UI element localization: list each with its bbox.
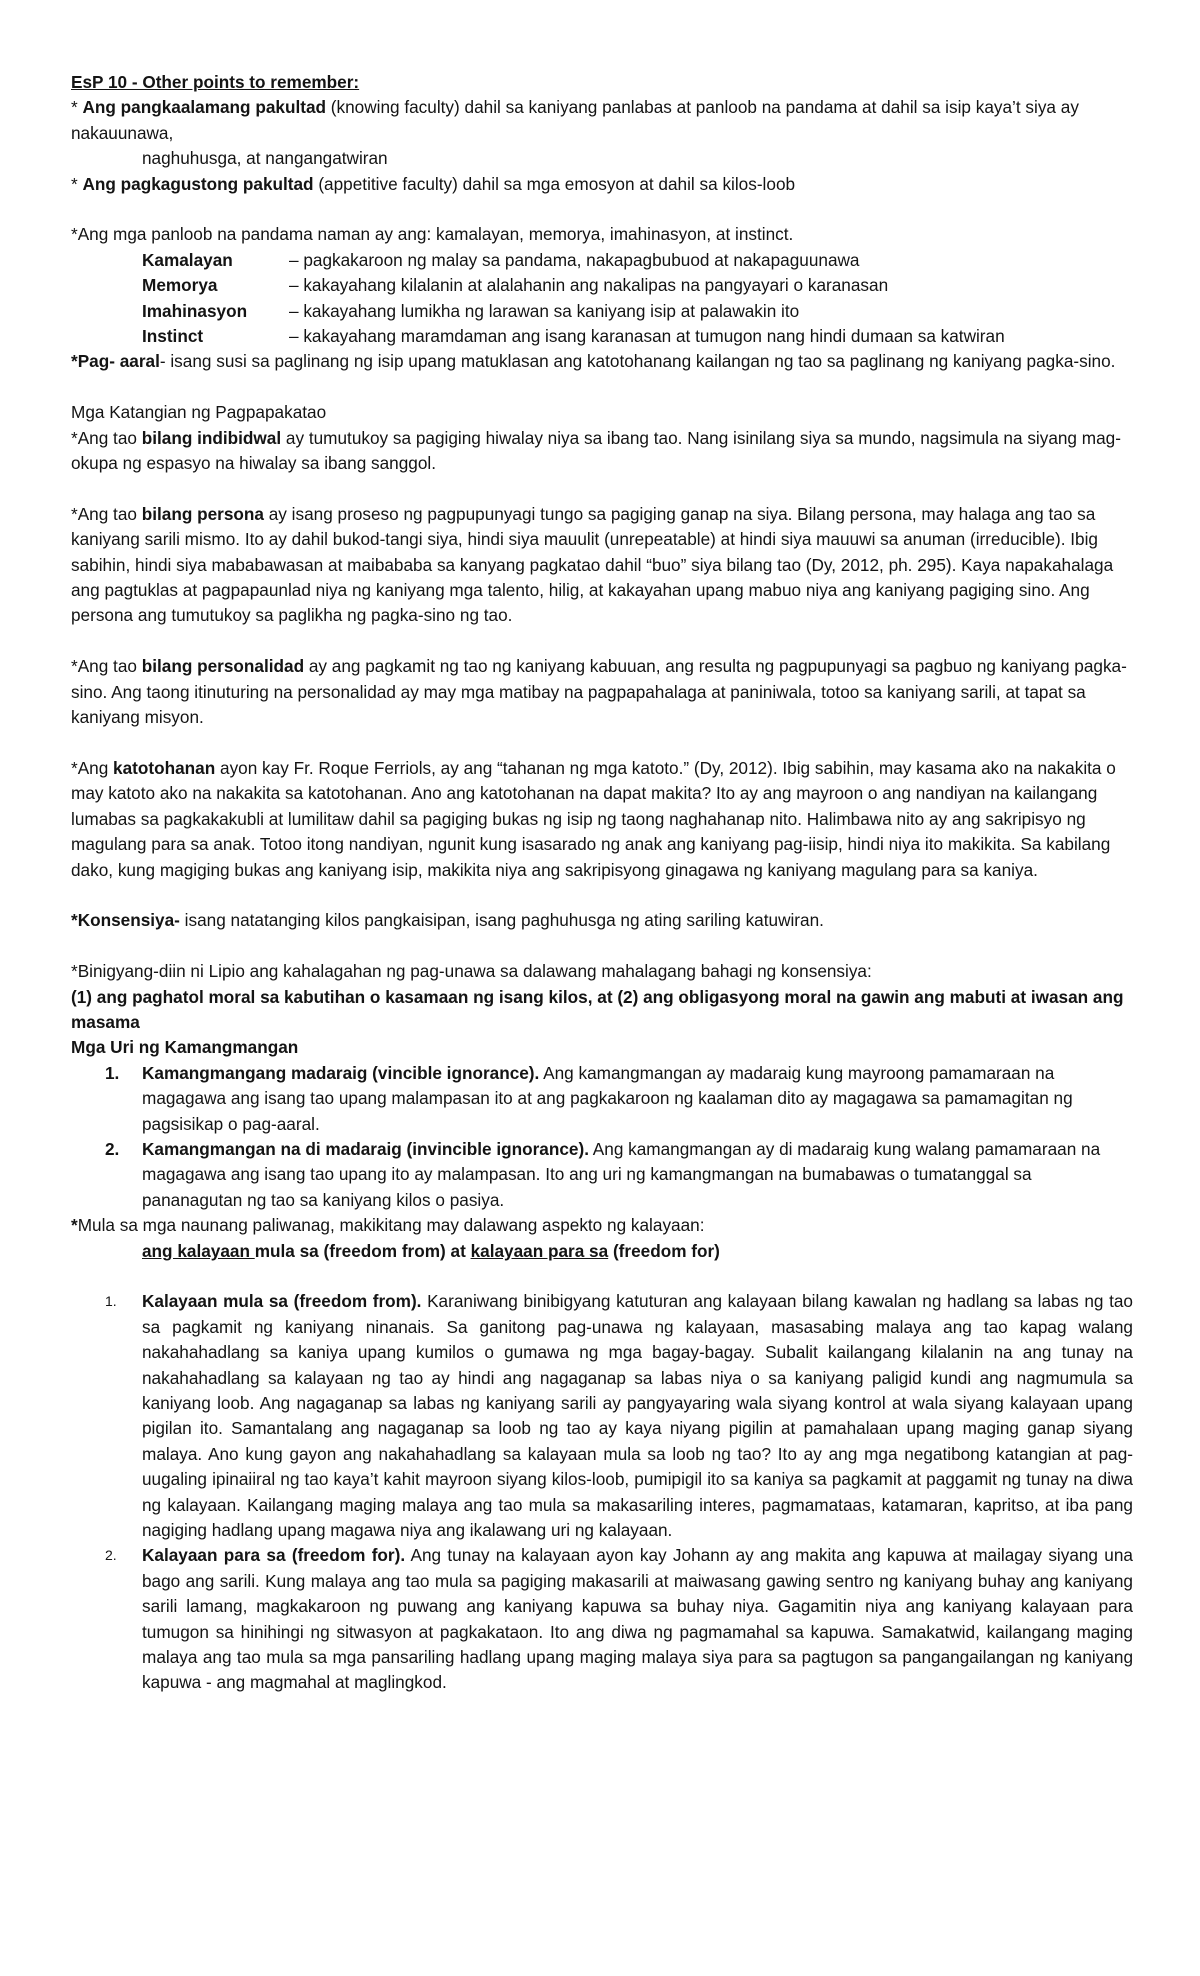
personalidad-text: ay ang pagkamit ng tao ng kaniyang kabuuan, ang resulta ng pagpupunyagi sa pagbuo ng kaniyang pagka-sino. Ang taong itinuturing na personalidad ay may mga matibay na pagpapahalaga at paniniwala, totoo sa kaniyang sarili, at tapat sa kaniyang misyon. [71,656,1127,728]
persona-text: ay isang proseso ng pagpupunyagi tungo sa pagiging ganap na siya. Bilang persona, may halaga ang tao sa kaniyang sarili mismo. Ito ay dahil bukod-tangi siya, hindi siya mauulit (unrepeatable) at hindi siya mauuwi sa anuman (irreducible). Ibig sabihin, hindi siya mababawasan at maibababa sa kanyang pagkatao dahil “buo” siya bilang tao (Dy, 2012, ph. 295). Kaya napakahalaga ang pagtuklas at pagpapaunlad niya ng kaniyang mga talento, hilig, at kakayahan upang mabuo niya ang kaniyang pagiging sino. Ang persona ang tumutukoy sa paglikha ng pagka-sino ng tao. [71,503,1114,626]
list-item-term: Kalayaan para sa (freedom for). [142,1545,406,1566]
katangian-heading: Mga Katangian ng Pagpapakatao [71,402,327,423]
list-item [71,1061,1133,1137]
definition-row [71,324,1133,349]
list-item-text: Ang tunay na kalayaan ayon kay Johann ay ang makita ang kapuwa at mailagay siyang una bago ang sarili. Kung malaya ang tao mula sa pagiging makasarili at maiwasang gawing sentro ng kaniyang buhay ang kaniyang sarili lamang, magkakaroon ng puwang ang kaniyang kapuwa sa buhay niya. Gagamitin niya ang kaniyang kalayaan para tumugon sa hinihingi ng sitwasyon at pagkakataon. Ito ang diwa ng pagmamahal sa kapuwa. Samakatwid, kailangang maging malaya ang tao mula sa mga pansariling hadlang upang maging malaya siya para sa pagtugon sa pangangailangan ng kaniyang kapuwa - ang magmahal at maglingkod. [142,1545,1133,1693]
pagaaral-text: - isang susi sa paglinang ng isip upang matuklasan ang katotohanang kailangan ng tao sa paglinang ng kaniyang pagka-sino. [159,351,1116,372]
kalayaan-intro-text: Mula sa mga naunang paliwanag, makikitang may dalawang aspekto ng kalayaan: [77,1215,705,1236]
appetitive-faculty-line: * Ang pagkagustong pakultad (appetitive faculty) dahil sa mga emosyon at dahil sa kilos-loob [71,173,796,194]
kamangmangan-heading: Mga Uri ng Kamangmangan [71,1037,299,1058]
list-number: 2. [105,1138,120,1159]
list-item-text: Ang kamangmangan ay di madaraig kung walang pamamaraan na magagawa ang isang tao upang ito ay malampasan. Ito ang uri ng kamangmangan na bumabawas o tumatanggal sa pananagutan ng tao sa kaniyang kilos o pasiya. [142,1138,1101,1210]
list-number: 2. [105,1547,117,1564]
kalayaan-list [71,1289,1133,1696]
aspect-text: mula sa (freedom from) at [254,1240,471,1261]
definition-term: Instinct [142,326,204,347]
list-item-term: Kamangmangan na di madaraig (invincible ignorance). [142,1138,589,1159]
prefix-text: *Ang tao [71,503,142,524]
appetitive-faculty-term: Ang pagkagustong pakultad [82,173,314,194]
knowing-faculty-continuation: naghuhusga, at nangangatwiran [142,148,388,169]
definition-desc: – kakayahang lumikha ng larawan sa kaniyang isip at palawakin ito [289,300,800,321]
definition-row [71,299,1133,324]
spacer [71,1264,1133,1289]
lipio-intro: *Binigyang-diin ni Lipio ang kahalagahan ng pag-unawa sa dalawang mahalagang bahagi ng konsensiya: [71,961,872,982]
definition-term: Kamalayan [142,249,233,270]
page-title [71,70,1133,95]
spacer [71,883,1133,908]
spacer [71,629,1133,654]
prefix-text: *Ang tao [71,427,142,448]
knowing-faculty-text: (knowing faculty) dahil sa kaniyang panlabas at panloob na pandama at dahil sa isip kaya’t siya ay nakauunawa, [71,97,1079,143]
list-item-text: Ang kamangmangan ay madaraig kung mayroong pamamaraan na magagawa ang isang tao upang malampasan ito at ang pagkakaroon ng kaalaman dito ay magagawa sa pamamagitan ng pagsisikap o pag-aaral. [142,1062,1073,1134]
persona-paragraph [71,502,1133,629]
kalayaan-intro [71,1213,1133,1238]
konsensiya-paragraph [71,908,1133,933]
definition-term: Memorya [142,275,218,296]
pagaaral-paragraph [71,349,1133,374]
aspect-text: (freedom for) [608,1240,720,1261]
list-number: 1. [105,1062,120,1083]
prefix-text: *Ang tao [71,656,142,677]
spacer [71,197,1133,222]
spacer [71,934,1133,959]
persona-term: bilang persona [141,503,264,524]
definition-list [71,248,1133,350]
panloob-intro: *Ang mga panloob na pandama naman ay ang: kamalayan, memorya, imahinasyon, at instinct. [71,224,794,245]
konsensiya-term: *Konsensiya- [71,910,180,931]
kalayaan-aspects [71,1239,1133,1264]
list-number: 1. [105,1293,117,1310]
prefix-text: *Ang [71,757,114,778]
katotohanan-term: katotohanan [113,757,216,778]
list-item [71,1543,1133,1695]
definition-desc: – kakayahang maramdaman ang isang karanasan at tumugon nang hindi dumaan sa katwiran [289,326,1005,347]
spacer [71,731,1133,756]
appetitive-faculty-text: (appetitive faculty) dahil sa mga emosyon at dahil sa kilos-loob [313,173,796,194]
list-item-term: Kamangmangang madaraig (vincible ignorance). [142,1062,540,1083]
knowing-faculty-term: Ang pangkaalamang pakultad [82,97,327,118]
definition-row [71,248,1133,273]
list-item [71,1289,1133,1543]
personalidad-paragraph [71,654,1133,730]
pagaaral-term: *Pag- aaral [71,351,160,372]
title-text: EsP 10 - Other points to remember: [71,72,360,92]
spacer [71,476,1133,501]
katotohanan-text: ayon kay Fr. Roque Ferriols, ay ang “tahanan ng mga katoto.” (Dy, 2012). Ibig sabihin, may kasama ako na nakakita o may katoto ako na nakakita sa katotohanan. Ano ang katotohanan na dapat makita? Ito ay ang mayroon o ang nandiyan na kailangang lumabas sa pagkakakubli at lumilitaw dahil sa pagiging bukas ng isip ng taong naghahanap nito. Halimbawa nito ay ang sakripisyo ng magulang para sa anak. Totoo itong nandiyan, ngunit kung isasarado ng anak ang kaniyang pag-iisip, hindi niya ito makikita. Sa kabilang dako, kung magiging bukas ang kaniyang isip, makikita niya ang sakripisyong ginagawa ng kaniyang magulang para sa kaniya. [71,757,1116,880]
document-page [71,70,1133,1696]
indibidwal-term: bilang indibidwal [141,427,282,448]
list-item-text: Karaniwang binibigyang katuturan ang kalayaan bilang kawalan ng hadlang sa labas ng tao sa pagkamit ng kaniyang ninanais. Sa ganitong pag-unawa ng kalayaan, masasabing malaya ang tao kapag walang nakahahadlang sa kaniya upang kumilos o gumawa ng mga bagay-bagay. Subalit kailangang kilalanin na ang tunay na nakahahadlang sa kalayaan ng tao ay hindi ang nagaganap sa labas niya o sa kaniyang paligid kundi ang nagmumula sa kaniyang loob. Ang nagaganap sa labas ng kaniyang sarili ay pangyayaring wala siyang kontrol at wala siyang kalayaan upang pigilan ito. Samantalang ang nagaganap sa loob ng tao ay kaya niyang pigilin at pamahalaan upang maging ganap siyang malaya. Ano kung gayon ang nakahahadlang sa kalayaan mula sa loob ng tao? Ito ay ang mga negatibong katangian at pag-uugaling ipinaiiral ng tao kaya’t kahit mayroon siyang kilos-loob, pumipigil ito sa kaniya sa pagkamit at paggamit ng tunay na diwa ng kalayaan. Kailangang maging malaya ang tao mula sa makasariling interes, pagmamataas, katamaran, kapritso, at iba pang nagiging hadlang upang magawa niya ang ikalawang uri ng kalayaan. [142,1291,1133,1541]
konsensiya-text: isang natatanging kilos pangkaisipan, isang paghuhusga ng ating sariling katuwiran. [179,910,824,931]
list-item [71,1137,1133,1213]
aspect-underlined: kalayaan para sa [470,1240,609,1261]
definition-desc: – kakayahang kilalanin at alalahanin ang nakalipas na pangyayari o karanasan [289,275,889,296]
kamangmangan-list [71,1061,1133,1213]
indibidwal-paragraph [71,426,1133,477]
katotohanan-paragraph [71,756,1133,883]
lipio-bold-statement: (1) ang paghatol moral sa kabutihan o kasamaan ng isang kilos, at (2) ang obligasyong moral na gawin ang mabuti at iwasan ang masama [71,986,1124,1032]
knowing-faculty-line: * Ang pangkaalamang pakultad (knowing faculty) dahil sa kaniyang panlabas at panloob na pandama at dahil sa isip kaya’t siya ay nakauunawa, [71,97,1079,143]
definition-term: Imahinasyon [142,300,248,321]
definition-row [71,273,1133,298]
indibidwal-text: ay tumutukoy sa pagiging hiwalay niya sa ibang tao. Nang isinilang siya sa mundo, nagsimula na siyang mag-okupa ng espasyo na hiwalay sa ibang sanggol. [71,427,1121,474]
personalidad-term: bilang personalidad [141,656,305,677]
definition-desc: – pagkakaroon ng malay sa pandama, nakapagbubuod at nakapaguunawa [289,249,860,270]
list-item-term: Kalayaan mula sa (freedom from). [142,1291,422,1312]
star-marker: * [71,1215,78,1236]
spacer [71,375,1133,400]
aspect-underlined: ang kalayaan [142,1240,255,1261]
